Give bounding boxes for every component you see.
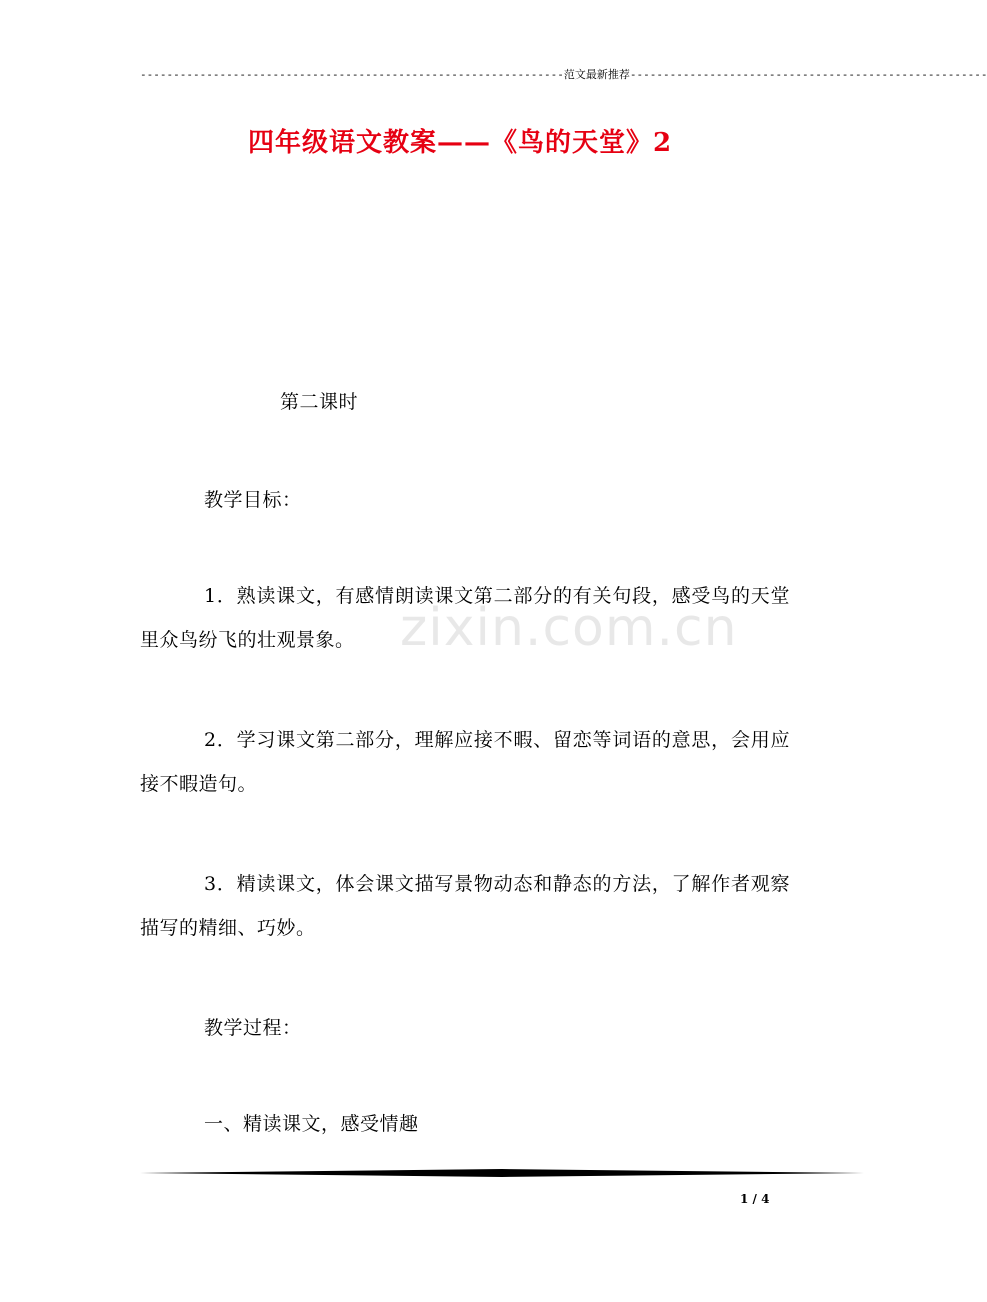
objectives-heading: 教学目标： <box>204 489 302 511</box>
objective-item-1: 1．熟读课文，有感情朗读课文第二部分的有关句段，感受鸟的天堂里众鸟纷飞的壮观景象。 <box>140 585 790 651</box>
running-header: ----------------------------------------------------------------范文最新推荐------------------------------------------------------ <box>140 68 987 81</box>
document-title: 四年级语文教案——《鸟的天堂》2 <box>247 128 673 158</box>
objective-item-3: 3．精读课文，体会课文描写景物动态和静态的方法，了解作者观察描写的精细、巧妙。 <box>140 873 790 939</box>
footer-divider <box>140 1168 864 1178</box>
lesson-label: 第二课时 <box>280 391 359 413</box>
page-number: 1 / 4 <box>740 1192 770 1206</box>
objective-item-2: 2．学习课文第二部分，理解应接不暇、留恋等词语的意思，会用应接不暇造句。 <box>140 729 790 795</box>
process-step-1: 一、精读课文，感受情趣 <box>204 1113 419 1135</box>
process-heading: 教学过程： <box>204 1017 302 1039</box>
watermark: zixin.com.cn <box>400 598 738 658</box>
